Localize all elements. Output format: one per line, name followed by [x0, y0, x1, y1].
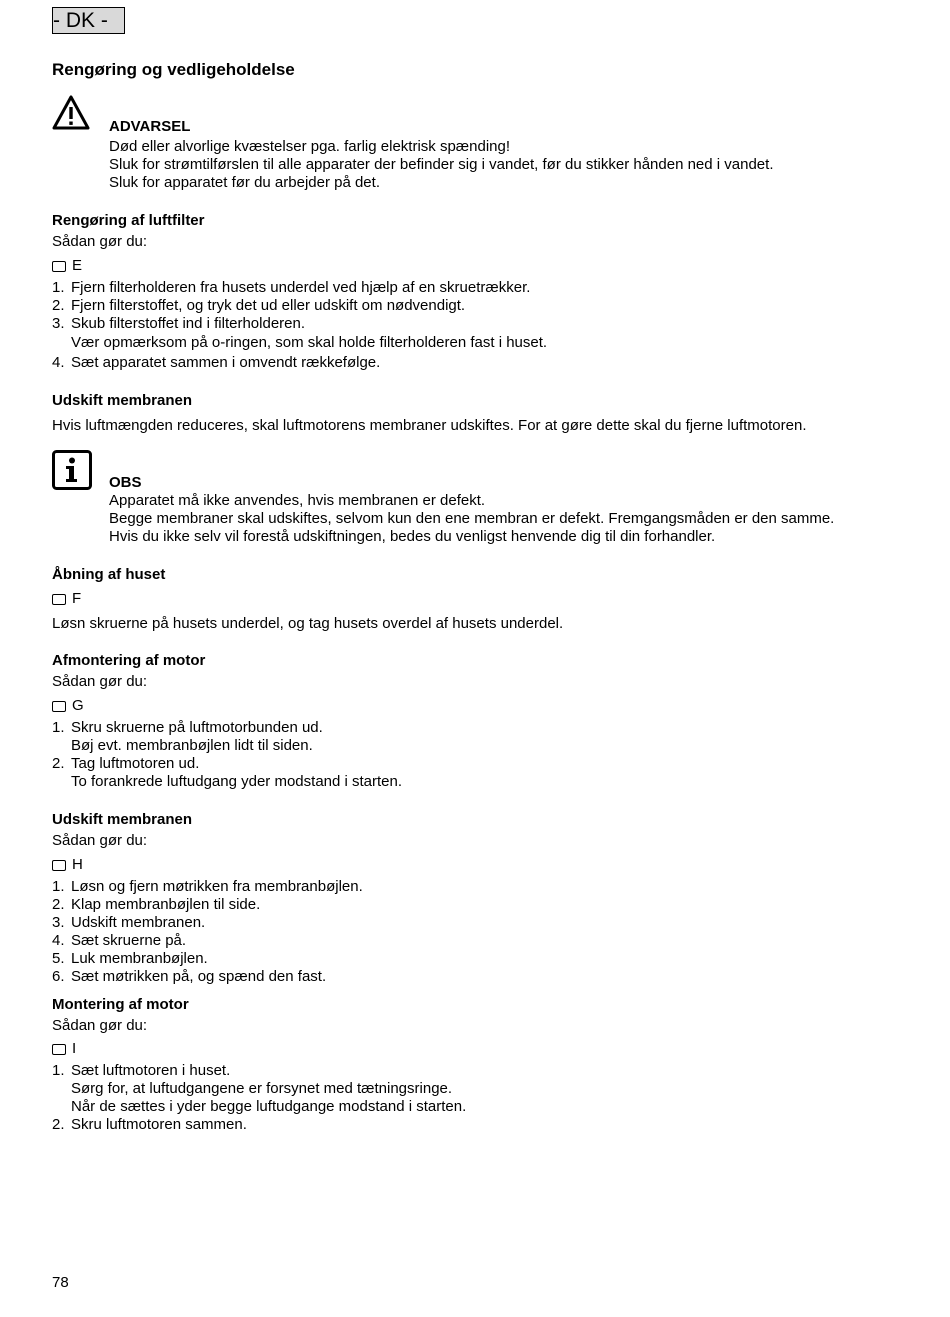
step-continuation: Sørg for, at luftudgangene er forsynet med tætningsringe.	[71, 1080, 453, 1097]
figure-reference	[52, 856, 83, 874]
figure-reference	[52, 257, 82, 275]
mount-motor-steps	[52, 1062, 466, 1134]
step: 1. Fjern filterholderen fra husets underdel ved hjælp af en skruetrækker.	[52, 279, 531, 296]
step-continuation: Vær opmærksom på o-ringen, som skal holde filterholderen fast i huset.	[71, 334, 548, 351]
warning-line: Død eller alvorlige kvæstelser pga. farlig elektrisk spænding!	[109, 138, 511, 155]
note-line: Hvis du ikke selv vil forestå udskiftningen, bedes du venligst henvende dig til din forhandler.	[109, 528, 716, 545]
warning-triangle-icon	[52, 94, 90, 132]
warning-line: Sluk for strømtilførslen til alle apparater der befinder sig i vandet, før du stikker hånden ned i vandet.	[109, 156, 774, 173]
figure-label: G	[72, 697, 84, 714]
mount-motor-heading: Montering af motor	[52, 996, 189, 1013]
figure-icon	[52, 701, 66, 712]
figure-icon	[52, 1044, 66, 1055]
replace-membrane-intro: Sådan gør du:	[52, 832, 148, 849]
note-line: Apparatet må ikke anvendes, hvis membranen er defekt.	[109, 492, 486, 509]
figure-reference	[52, 1040, 76, 1058]
replace-membrane-steps	[52, 878, 363, 986]
step: 4. Sæt apparatet sammen i omvendt rækkefølge.	[52, 354, 381, 371]
note-line: Begge membraner skal udskiftes, selvom kun den ene membran er defekt. Fremgangsmåden er den samme.	[109, 510, 835, 527]
mount-motor-intro: Sådan gør du:	[52, 1017, 148, 1034]
step: 2. Klap membranbøjlen til side.	[52, 896, 261, 913]
warning-line: Sluk for apparatet før du arbejder på det.	[109, 174, 380, 191]
figure-label: F	[72, 590, 82, 607]
step: 2. Skru luftmotoren sammen.	[52, 1116, 247, 1133]
figure-reference	[52, 590, 81, 608]
step: 3. Skub filterstoffet ind i filterholderen.	[52, 315, 306, 332]
step: 3. Udskift membranen.	[52, 914, 206, 931]
open-housing-heading: Åbning af huset	[52, 566, 166, 583]
figure-icon	[52, 860, 66, 871]
remove-motor-steps	[52, 719, 402, 791]
step: 2. Fjern filterstoffet, og tryk det ud eller udskift om nødvendigt.	[52, 297, 466, 314]
warning-title: ADVARSEL	[109, 118, 191, 135]
remove-motor-heading: Afmontering af motor	[52, 652, 206, 669]
step: 6. Sæt møtrikken på, og spænd den fast.	[52, 968, 327, 985]
air-filter-heading: Rengøring af luftfilter	[52, 212, 205, 229]
step: 5. Luk membranbøjlen.	[52, 950, 208, 967]
replace-membrane-heading: Udskift membranen	[52, 811, 193, 828]
step-continuation: Bøj evt. membranbøjlen lidt til siden.	[71, 737, 313, 754]
figure-label: I	[72, 1040, 77, 1057]
section-title: Rengøring og vedligeholdelse	[52, 60, 295, 79]
figure-reference	[52, 697, 84, 715]
figure-label: H	[72, 856, 83, 873]
membrane-heading: Udskift membranen	[52, 392, 193, 409]
step: 1. Løsn og fjern møtrikken fra membranbøjlen.	[52, 878, 363, 895]
membrane-text: Hvis luftmængden reduceres, skal luftmotorens membraner udskiftes. For at gøre dette skal du fjerne luftmotoren.	[52, 417, 807, 434]
figure-icon	[52, 261, 66, 272]
step-continuation: To forankrede luftudgang yder modstand i starten.	[71, 773, 403, 790]
air-filter-intro: Sådan gør du:	[52, 233, 148, 250]
page-number: 78	[52, 1274, 69, 1291]
figure-label: E	[72, 257, 83, 274]
info-icon	[52, 450, 90, 488]
remove-motor-intro: Sådan gør du:	[52, 673, 148, 690]
step: 2. Tag luftmotoren ud.	[52, 755, 200, 772]
figure-icon	[52, 594, 66, 605]
air-filter-steps	[52, 279, 547, 372]
open-housing-text: Løsn skruerne på husets underdel, og tag husets overdel af husets underdel.	[52, 615, 564, 632]
step: 1. Sæt luftmotoren i huset.	[52, 1062, 231, 1079]
step: 4. Sæt skruerne på.	[52, 932, 187, 949]
step: 1. Skru skruerne på luftmotorbunden ud.	[52, 719, 323, 736]
language-tab: - DK -	[52, 7, 125, 34]
note-title: OBS	[109, 474, 142, 491]
step-continuation: Når de sættes i yder begge luftudgange modstand i starten.	[71, 1098, 467, 1115]
